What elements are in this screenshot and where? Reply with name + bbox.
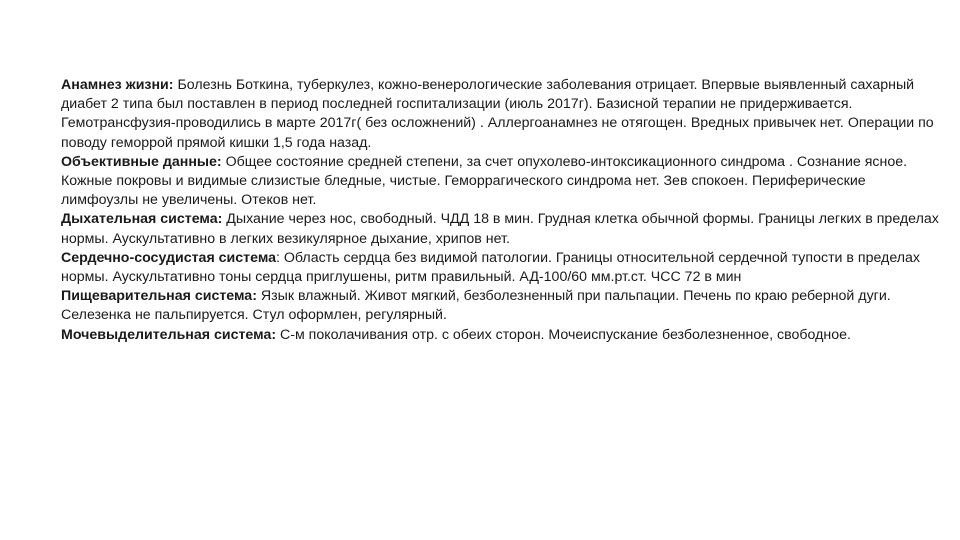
respiratory-system-text: Дыхание через нос, свободный. ЧДД 18 в мин. Грудная клетка обычной формы. Границы легких в пределах нормы. Аускультативно в легких везикулярное дыхание, хрипов нет.: [61, 211, 939, 247]
digestive-system-text: Язык влажный. Живот мягкий, безболезненный при пальпации. Печень по краю реберной дуги. Селезенка не пальпируется. Стул оформлен, регулярный.: [61, 288, 891, 324]
medical-history-text: [61, 76, 941, 345]
digestive-system-heading: Пищеварительная система:: [61, 288, 257, 305]
objective-data-heading: Объективные данные:: [61, 153, 222, 170]
urinary-system-text: С-м поколачивания отр. с обеих сторон. Мочеиспускание безболезненное, свободное.: [276, 326, 851, 343]
respiratory-system-paragraph: [61, 210, 941, 248]
life-history-text: Болезнь Боткина, туберкулез, кожно-венерологические заболевания отрицает. Впервые выявленный сахарный диабет 2 типа был поставлен в период последней госпитализации (июль 2017г). Базисной терапии не придерживается. Гемотрансфузия-проводились в марте 2017г( без осложнений) . Аллергоанамнез не отягощен. Вредных привычек нет. Операции по поводу геморрой прямой кишки 1,5 года назад.: [61, 77, 934, 151]
life-history-paragraph: [61, 76, 941, 153]
digestive-system-paragraph: [61, 287, 941, 325]
life-history-heading: Анамнез жизни:: [61, 77, 174, 93]
cardiovascular-system-paragraph: [61, 249, 941, 287]
urinary-system-paragraph: [61, 326, 941, 345]
respiratory-system-heading: Дыхательная система:: [61, 211, 223, 228]
urinary-system-heading: Мочевыделительная система:: [61, 326, 277, 343]
objective-data-paragraph: [61, 153, 941, 211]
cardiovascular-system-heading: Сердечно-сосудистая система: [61, 249, 277, 266]
objective-data-text: Общее состояние средней степени, за счет опухолево-интоксикационного синдрома . Сознание ясное. Кожные покровы и видимые слизистые бледные, чистые. Геморрагического синдрома нет. Зев спокоен. Периферические лимфоузлы не увеличены. Отеков нет.: [61, 153, 908, 209]
cardiovascular-system-text: : Область сердца без видимой патологии. Границы относительной сердечной тупости в пределах нормы. Аускультативно тоны сердца приглушены, ритм правильный. АД-100/60 мм.рт.ст. ЧСС 72 в мин: [61, 249, 921, 286]
